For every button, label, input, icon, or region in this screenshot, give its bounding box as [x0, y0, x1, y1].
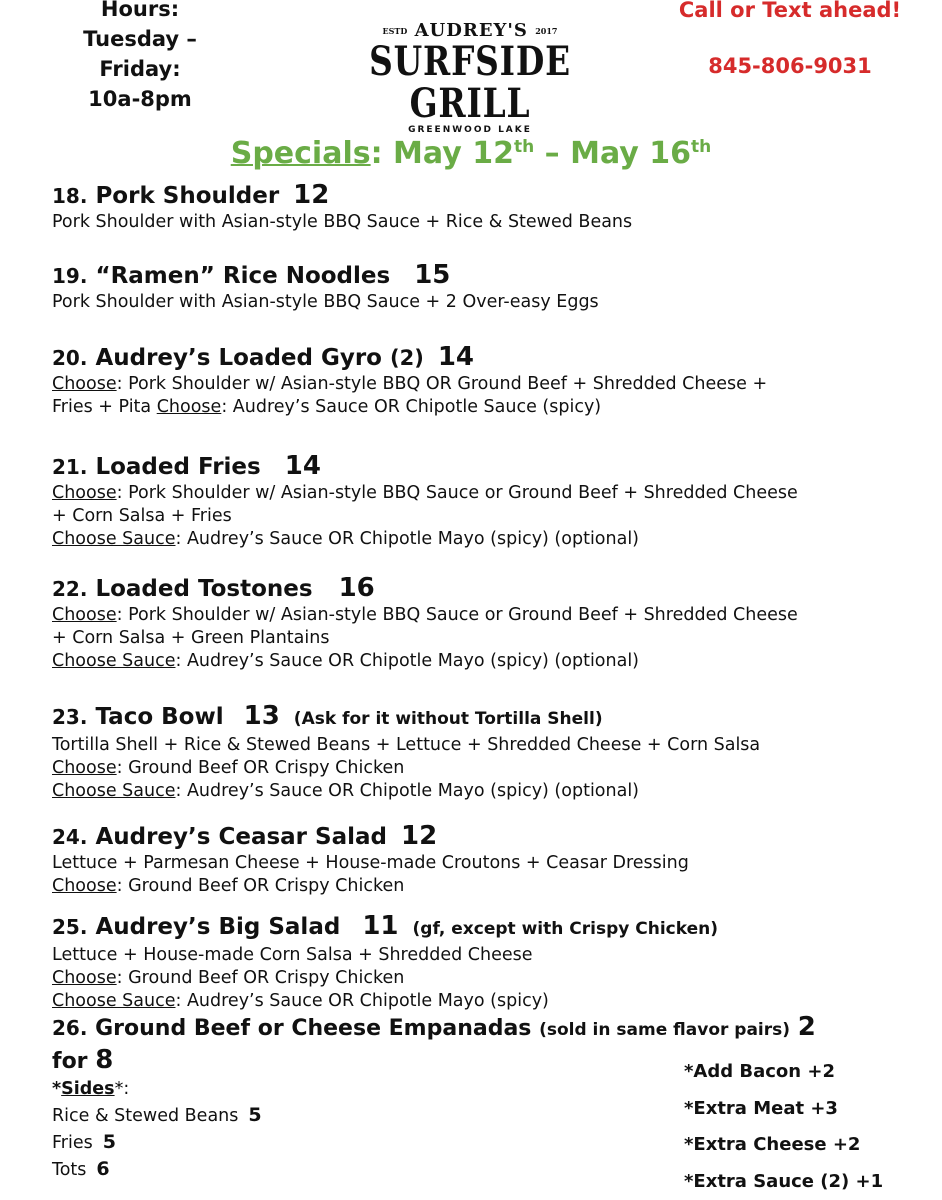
- choose-text: : Pork Shoulder w/ Asian-style BBQ Sauce or Ground Beef + Shredded Cheese: [117, 483, 798, 503]
- item-name: “Ramen” Rice Noodles: [95, 263, 390, 289]
- addons-section: [684, 1054, 883, 1200]
- menu-item-23: [52, 701, 760, 803]
- item-number: 26.: [52, 1016, 87, 1040]
- item-name: Loaded Fries: [95, 454, 260, 480]
- item-price: 15: [414, 260, 450, 290]
- item-heading: [52, 342, 767, 373]
- side-name: Rice & Stewed Beans: [52, 1106, 238, 1126]
- call-block: [640, 0, 940, 78]
- choose-text: : Pork Shoulder w/ Asian-style BBQ Sauce or Ground Beef + Shredded Cheese: [117, 605, 798, 625]
- item-name: Ground Beef or Cheese Empanadas: [95, 1016, 531, 1041]
- item-price: 12: [293, 180, 329, 210]
- choose-label: Choose: [157, 397, 222, 417]
- sauce-label: Choose Sauce: [52, 529, 175, 549]
- sides-star: *:: [115, 1079, 130, 1099]
- item-option-line: [52, 757, 760, 780]
- choose-text: : Ground Beef OR Crispy Chicken: [117, 968, 405, 988]
- title-sup-a: th: [514, 137, 534, 157]
- item-option-line: [52, 373, 767, 396]
- choose-label: Choose: [52, 483, 117, 503]
- addon-item: *Add Bacon +2: [684, 1054, 883, 1091]
- choose-label: Choose: [52, 758, 117, 778]
- item-number: 19.: [52, 264, 87, 288]
- item-heading: [52, 573, 798, 604]
- hours-days: Tuesday – Friday:: [40, 24, 240, 84]
- side-price: 5: [103, 1131, 116, 1153]
- item-price: 16: [339, 573, 375, 603]
- side-name: Tots: [52, 1160, 86, 1180]
- menu-item-25: [52, 911, 718, 1013]
- sauce-label: Choose Sauce: [52, 991, 175, 1011]
- addon-item: *Extra Sauce (2) +1: [684, 1164, 883, 1200]
- choose-text: : Ground Beef OR Crispy Chicken: [117, 876, 405, 896]
- item-option-line: [52, 396, 767, 419]
- item-sauce-line: [52, 990, 718, 1013]
- item-name: Audrey’s Ceasar Salad: [95, 824, 387, 850]
- item-price: 11: [362, 911, 398, 941]
- item-heading: [52, 180, 632, 211]
- call-label: Call or Text ahead!: [679, 0, 901, 22]
- addon-item: *Extra Cheese +2: [684, 1127, 883, 1164]
- sauce-label: Choose Sauce: [52, 781, 175, 801]
- sauce-text: : Audrey’s Sauce OR Chipotle Mayo (spicy): [175, 991, 548, 1011]
- item-price: 8: [95, 1045, 113, 1075]
- item-price: 14: [438, 342, 474, 372]
- item-sauce-line: [52, 528, 798, 551]
- menu-item-24: [52, 821, 689, 898]
- item-price: 14: [285, 451, 321, 481]
- item-name: Audrey’s Big Salad: [95, 914, 340, 940]
- menu-item-20: [52, 342, 767, 419]
- hours-time: 10a-8pm: [40, 84, 240, 114]
- title-specials: Specials: [231, 136, 371, 171]
- addon-item: *Extra Meat +3: [684, 1091, 883, 1128]
- item-name: Taco Bowl: [95, 704, 223, 730]
- option-prefix: Fries + Pita: [52, 397, 157, 417]
- item-name: Audrey’s Loaded Gyro: [95, 345, 382, 371]
- menu-item-19: [52, 260, 599, 314]
- choose-label: Choose: [52, 876, 117, 896]
- logo-est: ESTD: [383, 26, 408, 36]
- sides-header: [52, 1076, 262, 1102]
- item-price-for: for: [52, 1049, 88, 1074]
- choose-text: : Audrey’s Sauce OR Chipotle Sauce (spicy): [221, 397, 601, 417]
- item-heading: [52, 260, 599, 291]
- side-price: 6: [96, 1158, 109, 1180]
- choose-label: Choose: [52, 605, 117, 625]
- item-option-continued: + Corn Salsa + Green Plantains: [52, 627, 798, 650]
- item-note: (Ask for it without Tortilla Shell): [294, 709, 603, 729]
- item-sauce-line: [52, 780, 760, 803]
- item-option-line: [52, 482, 798, 505]
- sides-star: *: [52, 1079, 61, 1099]
- item-description: Pork Shoulder with Asian-style BBQ Sauce + 2 Over-easy Eggs: [52, 291, 599, 314]
- item-heading: [52, 1012, 816, 1045]
- menu-item-22: [52, 573, 798, 673]
- logo-year: 2017: [535, 26, 557, 36]
- item-sauce-line: [52, 650, 798, 673]
- sides-section: [52, 1076, 262, 1183]
- side-price: 5: [248, 1104, 261, 1126]
- item-number: 20.: [52, 346, 87, 370]
- item-description: Tortilla Shell + Rice & Stewed Beans + Lettuce + Shredded Cheese + Corn Salsa: [52, 734, 760, 757]
- sides-label: Sides: [61, 1079, 114, 1099]
- item-name: Loaded Tostones: [95, 576, 312, 602]
- hours-title: Hours:: [40, 0, 240, 24]
- item-number: 18.: [52, 184, 87, 208]
- choose-label: Choose: [52, 968, 117, 988]
- item-number: 22.: [52, 577, 87, 601]
- item-number: 24.: [52, 825, 87, 849]
- item-number: 25.: [52, 915, 87, 939]
- choose-label: Choose: [52, 374, 117, 394]
- side-item: [52, 1129, 262, 1156]
- hours-block: [40, 0, 240, 114]
- item-option-line: [52, 875, 689, 898]
- logo-location: GREENWOOD LAKE: [330, 125, 610, 135]
- title-sup-b: th: [691, 137, 711, 157]
- logo-name: AUDREY'S: [415, 20, 528, 41]
- item-quantity: (2): [390, 346, 424, 370]
- menu-item-21: [52, 451, 798, 551]
- item-option-continued: + Corn Salsa + Fries: [52, 505, 798, 528]
- side-item: [52, 1102, 262, 1129]
- item-description: Lettuce + House-made Corn Salsa + Shredded Cheese: [52, 944, 718, 967]
- item-note: (sold in same flavor pairs): [539, 1020, 790, 1040]
- logo-main: SURFSIDE GRILL: [355, 41, 585, 125]
- item-heading: [52, 701, 760, 734]
- item-number: 23.: [52, 705, 87, 729]
- sauce-text: : Audrey’s Sauce OR Chipotle Mayo (spicy) (optional): [175, 529, 639, 549]
- title-date-a: : May 12: [371, 136, 514, 171]
- item-note: (gf, except with Crispy Chicken): [413, 919, 719, 939]
- item-option-line: [52, 967, 718, 990]
- item-description: Pork Shoulder with Asian-style BBQ Sauce + Rice & Stewed Beans: [52, 211, 632, 234]
- choose-text: : Pork Shoulder w/ Asian-style BBQ OR Ground Beef + Shredded Cheese +: [117, 374, 768, 394]
- sauce-text: : Audrey’s Sauce OR Chipotle Mayo (spicy) (optional): [175, 651, 639, 671]
- choose-text: : Ground Beef OR Crispy Chicken: [117, 758, 405, 778]
- phone-number[interactable]: 845-806-9031: [640, 54, 940, 78]
- sauce-label: Choose Sauce: [52, 651, 175, 671]
- item-price-count: 2: [798, 1012, 816, 1042]
- item-number: 21.: [52, 455, 87, 479]
- item-heading: [52, 821, 689, 852]
- item-name: Pork Shoulder: [95, 183, 279, 209]
- side-item: [52, 1156, 262, 1183]
- menu-item-18: [52, 180, 632, 234]
- item-description: Lettuce + Parmesan Cheese + House-made Croutons + Ceasar Dressing: [52, 852, 689, 875]
- title-date-b: – May 16: [534, 136, 691, 171]
- side-name: Fries: [52, 1133, 93, 1153]
- item-heading: [52, 911, 718, 944]
- logo: [330, 20, 610, 120]
- item-price: 12: [401, 821, 437, 851]
- item-heading: [52, 451, 798, 482]
- page-title: [0, 136, 942, 171]
- sauce-text: : Audrey’s Sauce OR Chipotle Mayo (spicy) (optional): [175, 781, 639, 801]
- item-price: 13: [244, 701, 280, 731]
- item-option-line: [52, 604, 798, 627]
